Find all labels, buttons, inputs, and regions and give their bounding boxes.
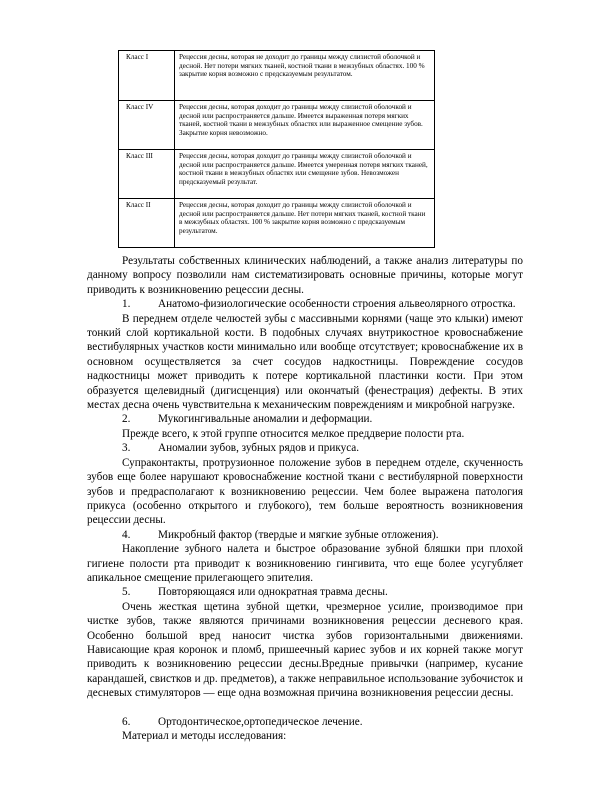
- table-row: [119, 199, 435, 248]
- section-heading: Материал и методы исследования:: [122, 730, 287, 742]
- list-number: 2.: [122, 413, 131, 426]
- paragraph-microbial: Накопление зубного налета и быстрое образование зубной бляшки при плохой гигиене полости рта приводит к возникновению гингивита, что еще более усугубляет апикальное смещение прилегающего эпителия.: [87, 543, 523, 584]
- class-description: Рецессия десны, которая доходит до границы между слизистой оболочкой и десной или распространяется дальше. Нет потери мягких тканей, костной ткани в межзубных областях. 100 % закрытие корня возможно с предсказуемым результатом.: [175, 199, 435, 248]
- spacer: [87, 701, 523, 715]
- class-description: Рецессия десны, которая доходит до границы между слизистой оболочкой и десной или распространяется дальше. Имеется умеренная потеря мягких тканей, костной ткани в межзубных областях или смещение зубов. Невозможен предсказуемый результат.: [175, 150, 435, 199]
- list-item-6: [87, 715, 523, 729]
- paragraph-occlusion: Супраконтакты, протрузионное положение зубов в переднем отделе, скученность зубов еще более нарушают кровоснабжение костной ткани с вестибулярной поверхности зубов и предрасполагают к возникновению рецессии. Чем более выражена патология прикуса (особенно открытого и глубокого), тем больше вероятность возникновения рецессии десны.: [87, 456, 523, 527]
- class-label: Класс III: [119, 150, 175, 199]
- list-item-5: [87, 585, 523, 599]
- class-label: Класс IV: [119, 101, 175, 150]
- list-item-2: [87, 412, 523, 426]
- body-text: [87, 254, 523, 743]
- table-row: [119, 51, 435, 101]
- class-label: Класс I: [119, 51, 175, 101]
- table-row: [119, 150, 435, 199]
- class-description: Рецессия десны, которая доходит до границы между слизистой оболочкой и десной или распространяется дальше. Имеется выраженная потеря мягких тканей, костной ткани в межзубных областях или выраженное смещение зубов. Закрытие корня невозможно.: [175, 101, 435, 150]
- list-number: 3.: [122, 442, 131, 455]
- paragraph-anatomy: В переднем отделе челюстей зубы с массивными корнями (чаще это клыки) имеют тонкий слой кортикальной кости. В подобных случаях внутрикостное кровоснабжение вестибулярных участков кости минимально или вообще отсутствует; кровоснабжение их в основном осуществляется за счет сосудов надкостницы. Повреждение сосудов надкостницы может приводить к потере кортикальной пластинки кости. При этом образуется щелевидный (дигисценция) или окончатый (фенестрация) дефекты. В этих местах десна очень чувствительна к механическим повреждениям и микробной нагрузке.: [87, 312, 523, 412]
- list-item-1: [87, 297, 523, 311]
- paragraph-mucogingival: Прежде всего, к этой группе относится мелкое преддверие полости рта.: [122, 427, 465, 440]
- table-row: [119, 101, 435, 150]
- list-item-title: Мукогингивальные аномалии и деформации.: [158, 413, 373, 426]
- list-item-title: Повторяющаяся или однократная травма десны.: [158, 586, 388, 599]
- paragraph-trauma: Очень жесткая щетина зубной щетки, чрезмерное усилие, производимое при чистке зубов, также являются причинами возникновения рецессии десневого края. Особенно большой вред наносит чистка зубов горизонтальными движениями. Нависающие края коронок и пломб, пришеечный кариес зубов и их корней также могут приводить к возникновению рецессии десны.Вредные привычки (например, кусание карандашей, свистков и др. предметов), а также неправильное использование зубочисток и десневых стимуляторов — еще одна возможная причина возникновения рецессии десны.: [87, 600, 523, 700]
- recession-classification-table: [118, 50, 435, 248]
- list-item-4: [87, 528, 523, 542]
- list-number: 5.: [122, 586, 131, 599]
- class-description: Рецессия десны, которая не доходит до границы между слизистой оболочкой и десной. Нет потери мягких тканей, костной ткани в межзубных областях. 100 % закрытие корня возможно с предсказуемым результатом.: [175, 51, 435, 101]
- list-number: 1.: [122, 298, 131, 311]
- intro-paragraph: Результаты собственных клинических наблюдений, а также анализ литературы по данному вопросу позволили нам систематизировать основные причины, которые могут приводить к возникновению рецессии десны.: [87, 255, 523, 296]
- list-number: 4.: [122, 528, 131, 541]
- list-item-3: [87, 441, 523, 455]
- list-item-title: Ортодонтическое,ортопедическое лечение.: [158, 715, 363, 728]
- list-item-title: Аномалии зубов, зубных рядов и прикуса.: [158, 442, 360, 455]
- list-item-title: Анатомо-физиологические особенности строения альвеолярного отростка.: [158, 298, 516, 311]
- class-label: Класс II: [119, 199, 175, 248]
- list-number: 6.: [122, 715, 131, 728]
- list-item-title: Микробный фактор (твердые и мягкие зубные отложения).: [158, 528, 439, 541]
